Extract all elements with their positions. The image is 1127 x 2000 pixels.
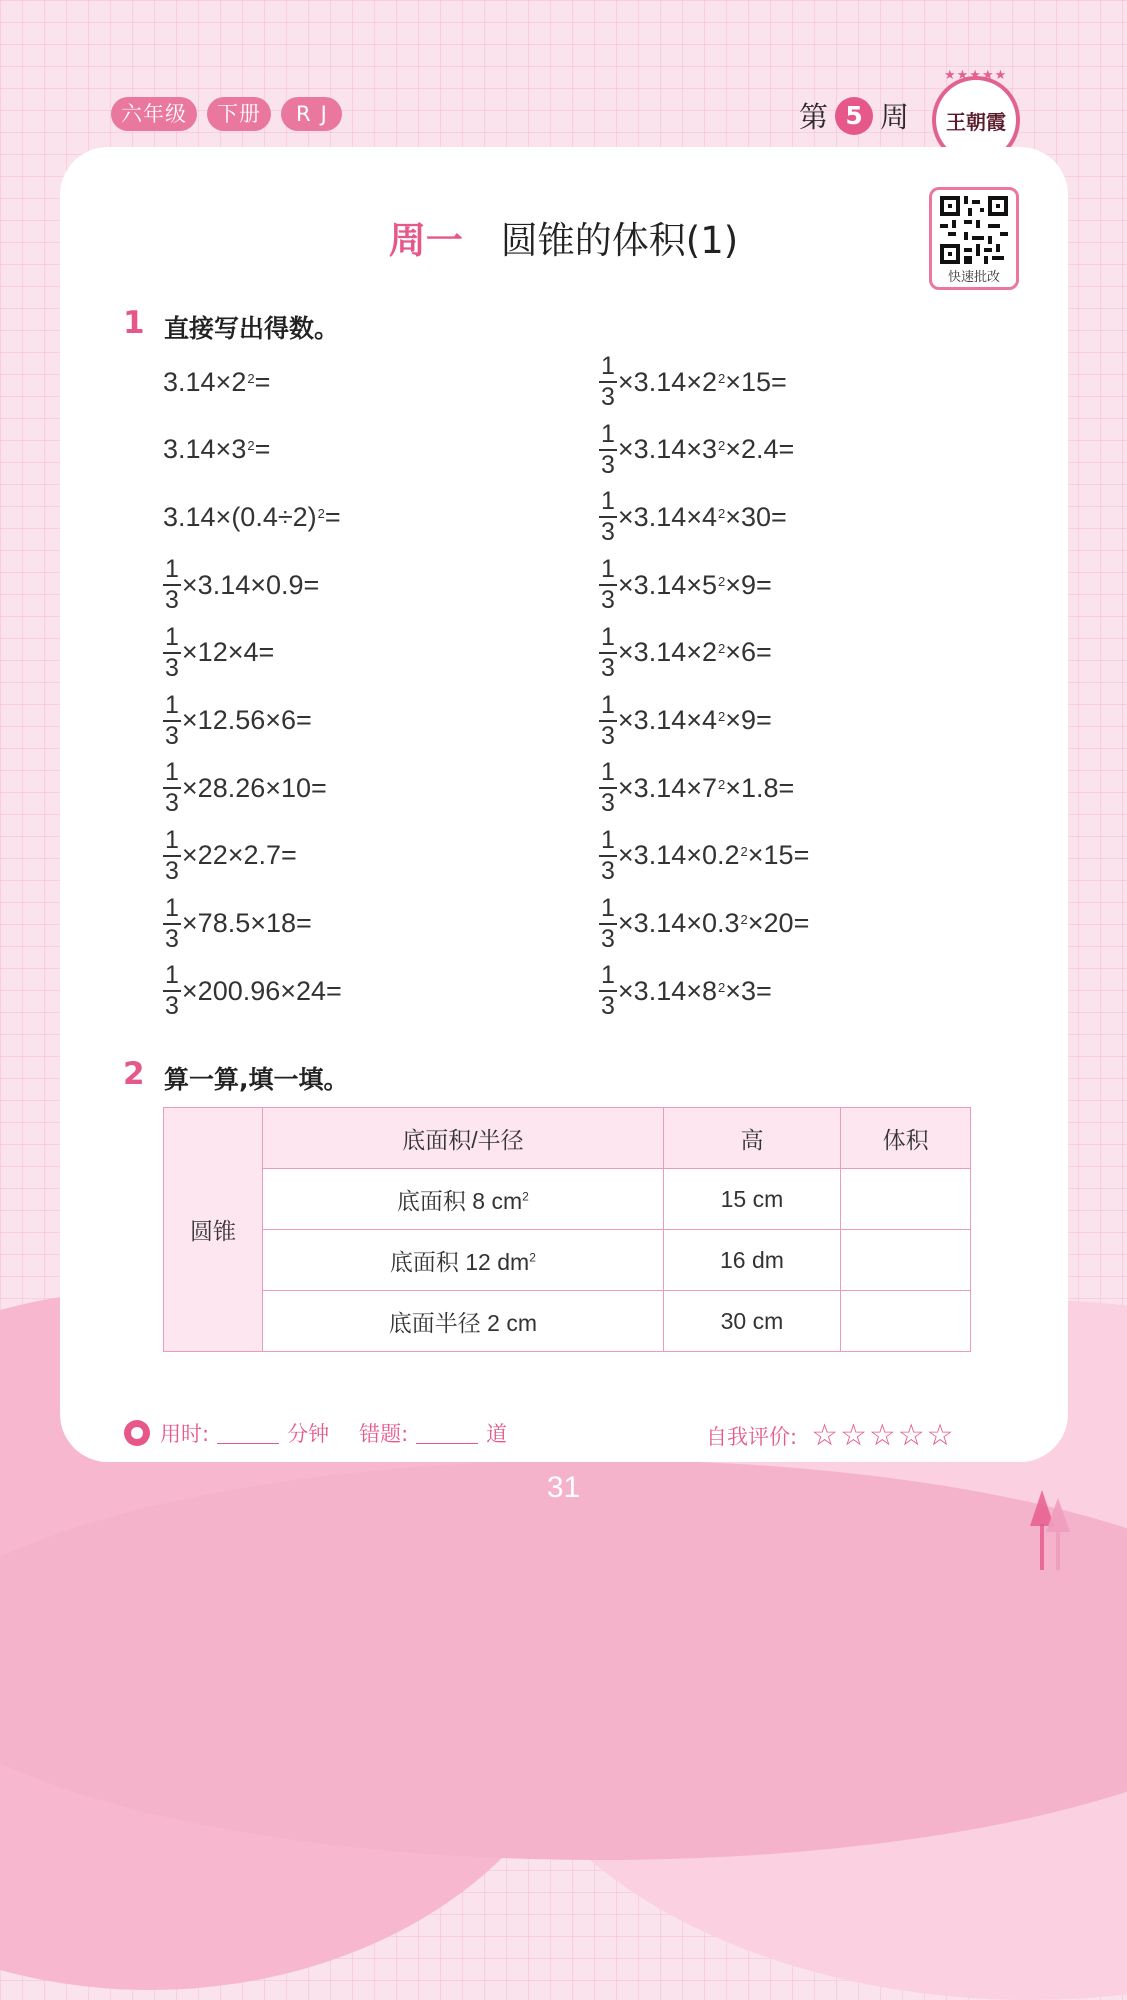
- time-blank[interactable]: [217, 1423, 279, 1444]
- expression-tail: ×9=: [725, 569, 772, 600]
- table-row-header: 圆锥: [164, 1108, 263, 1352]
- expression-tail: ×3=: [725, 975, 772, 1006]
- calc-item-left-3: [163, 487, 341, 547]
- expression-text: ×28.26×10=: [181, 772, 327, 803]
- background-hill-bottom: [0, 1460, 1127, 1860]
- exponent: 2: [718, 505, 726, 521]
- expression-text: ×3.14×0.2: [617, 840, 740, 871]
- exponent: 2: [740, 912, 748, 928]
- expression-text: 3.14×3: [163, 434, 247, 465]
- cone-volume-table: [163, 1107, 971, 1352]
- logo-stars-icon: ★★★★★: [944, 68, 1008, 83]
- title-day: 周一: [388, 219, 463, 262]
- expression-tail: =: [254, 366, 271, 397]
- calc-item-right-6: [599, 691, 772, 751]
- time-label: 用时:: [160, 1422, 210, 1446]
- expression-text: ×3.14×4: [617, 501, 718, 532]
- fraction-one-third: $\frac{1}{3}$: [601, 622, 615, 682]
- arrow-decoration-icon: [1030, 1490, 1075, 1570]
- cell-height: 15 cm: [663, 1169, 840, 1230]
- volume-tag: 下册: [207, 97, 271, 131]
- week-number-badge: 5: [835, 97, 873, 135]
- calc-item-left-4: [163, 555, 320, 615]
- exponent: 2: [317, 505, 325, 521]
- calc-item-right-7: [599, 758, 794, 818]
- expression-text: ×3.14×3: [617, 434, 718, 465]
- errors-unit: 道: [486, 1422, 508, 1446]
- table-row: [164, 1169, 971, 1230]
- page-number: 31: [546, 1471, 581, 1504]
- calc-item-left-1: [163, 352, 270, 412]
- fraction-one-third: $\frac{1}{3}$: [165, 893, 179, 953]
- fraction-one-third: $\frac{1}{3}$: [165, 758, 179, 818]
- calc-item-right-5: [599, 623, 772, 683]
- expression-text: ×3.14×0.3: [617, 908, 740, 939]
- fraction-one-third: $\frac{1}{3}$: [601, 961, 615, 1021]
- exponent: 2: [247, 370, 255, 386]
- calc-item-left-9: [163, 894, 313, 954]
- expression-text: ×3.14×2: [617, 637, 718, 668]
- expression-tail: ×2.4=: [725, 434, 795, 465]
- fraction-one-third: $\frac{1}{3}$: [601, 758, 615, 818]
- week-prefix: 第: [799, 100, 829, 134]
- fraction-one-third: $\frac{1}{3}$: [601, 825, 615, 885]
- fraction-one-third: $\frac{1}{3}$: [165, 825, 179, 885]
- fraction-one-third: $\frac{1}{3}$: [601, 352, 615, 411]
- exponent: 2: [718, 370, 726, 386]
- exponent: 2: [718, 641, 726, 657]
- errors-blank[interactable]: [416, 1423, 478, 1444]
- expression-text: ×3.14×2: [617, 366, 718, 397]
- alarm-clock-icon: [124, 1420, 150, 1446]
- expression-text: ×3.14×8: [617, 975, 718, 1006]
- expression-tail: ×1.8=: [725, 772, 795, 803]
- question-2-text: 算一算,填一填。: [164, 1065, 349, 1094]
- expression-tail: ×15=: [747, 840, 810, 871]
- expression-tail: ×20=: [747, 908, 810, 939]
- calc-item-left-6: [163, 691, 313, 751]
- table-row: [164, 1291, 971, 1352]
- cell-base: 底面积 8 $cm^2$: [263, 1169, 664, 1230]
- expression-text: 3.14×(0.4÷2): [163, 501, 317, 532]
- calc-item-left-7: [163, 758, 328, 818]
- exponent: 2: [740, 844, 748, 860]
- calc-item-right-2: [599, 420, 794, 480]
- expression-text: ×22×2.7=: [181, 840, 297, 871]
- calc-item-right-4: [599, 555, 772, 615]
- header-volume: 体积: [841, 1108, 971, 1169]
- time-unit: 分钟: [287, 1422, 330, 1446]
- fraction-one-third: $\frac{1}{3}$: [165, 961, 179, 1021]
- rating-stars[interactable]: ☆☆☆☆☆: [811, 1418, 956, 1453]
- header-height: 高: [663, 1108, 840, 1169]
- brand-logo-text: 王朝霞: [946, 109, 1006, 134]
- fraction-one-third: $\frac{1}{3}$: [601, 690, 615, 750]
- calc-item-left-8: [163, 826, 298, 886]
- fraction-one-third: $\frac{1}{3}$: [165, 555, 179, 615]
- week-indicator: [799, 95, 909, 136]
- grade-tags: [111, 97, 342, 131]
- expression-tail: ×30=: [725, 501, 787, 532]
- expression-text: ×3.14×5: [617, 569, 718, 600]
- exponent: 2: [718, 573, 726, 589]
- expression-text: ×12.56×6=: [181, 705, 312, 735]
- rating-label: 自我评价:: [706, 1424, 798, 1449]
- question-2-number: 2: [123, 1056, 145, 1092]
- fraction-one-third: $\frac{1}{3}$: [165, 690, 179, 750]
- table-row: [164, 1230, 971, 1291]
- cell-base: 底面半径 2 cm: [263, 1291, 664, 1352]
- expression-tail: ×6=: [725, 637, 772, 668]
- cell-volume-answer[interactable]: [841, 1169, 971, 1230]
- cell-base: 底面积 12 $dm^2$: [263, 1230, 664, 1291]
- fraction-one-third: $\frac{1}{3}$: [601, 555, 615, 615]
- exponent: 2: [718, 709, 726, 724]
- calc-item-left-5: [163, 623, 275, 683]
- fraction-one-third: $\frac{1}{3}$: [601, 419, 615, 479]
- expression-text: ×200.96×24=: [181, 975, 342, 1006]
- edition-tag: RJ: [281, 97, 342, 131]
- exponent: 2: [718, 776, 726, 792]
- footer-time-errors: [124, 1418, 507, 1448]
- expression-tail: =: [324, 501, 341, 532]
- cell-height: 16 dm: [663, 1230, 840, 1291]
- calc-item-right-10: [599, 961, 772, 1021]
- calc-item-right-1: [599, 352, 787, 412]
- fraction-one-third: $\frac{1}{3}$: [165, 622, 179, 682]
- expression-tail: ×9=: [725, 705, 772, 735]
- expression-text: ×3.14×4: [617, 705, 718, 735]
- header-base: 底面积/半径: [263, 1108, 664, 1169]
- exponent: 2: [247, 438, 255, 454]
- errors-label: 错题:: [359, 1422, 409, 1446]
- expression-text: ×12×4=: [181, 637, 275, 668]
- calc-item-right-9: [599, 894, 809, 954]
- calc-item-left-2: [163, 420, 270, 480]
- title-topic: 圆锥的体积(1): [500, 219, 739, 262]
- expression-tail: =: [254, 434, 271, 465]
- cell-height: 30 cm: [663, 1291, 840, 1352]
- footer-self-rating: [706, 1418, 956, 1453]
- question-1-number: 1: [123, 305, 145, 341]
- cell-volume-answer[interactable]: [841, 1230, 971, 1291]
- expression-text: 3.14×2: [163, 366, 247, 397]
- question-1-text: 直接写出得数。: [164, 314, 340, 343]
- cell-volume-answer[interactable]: [841, 1291, 971, 1352]
- expression-text: ×78.5×18=: [181, 908, 312, 939]
- page-title: [0, 210, 1127, 264]
- grade-tag: 六年级: [111, 97, 197, 131]
- expression-text: ×3.14×7: [617, 772, 718, 803]
- fraction-one-third: $\frac{1}{3}$: [601, 487, 615, 547]
- table-header-row: [164, 1108, 971, 1169]
- week-suffix: 周: [880, 100, 910, 134]
- expression-tail: ×15=: [725, 366, 787, 397]
- calc-item-right-3: [599, 487, 787, 547]
- expression-text: ×3.14×0.9=: [181, 569, 320, 600]
- qr-label: 快速批改: [947, 270, 1000, 285]
- exponent: 2: [718, 438, 726, 454]
- fraction-one-third: $\frac{1}{3}$: [601, 893, 615, 953]
- calc-item-right-8: [599, 826, 809, 886]
- calc-item-left-10: [163, 961, 343, 1021]
- exponent: 2: [718, 979, 726, 995]
